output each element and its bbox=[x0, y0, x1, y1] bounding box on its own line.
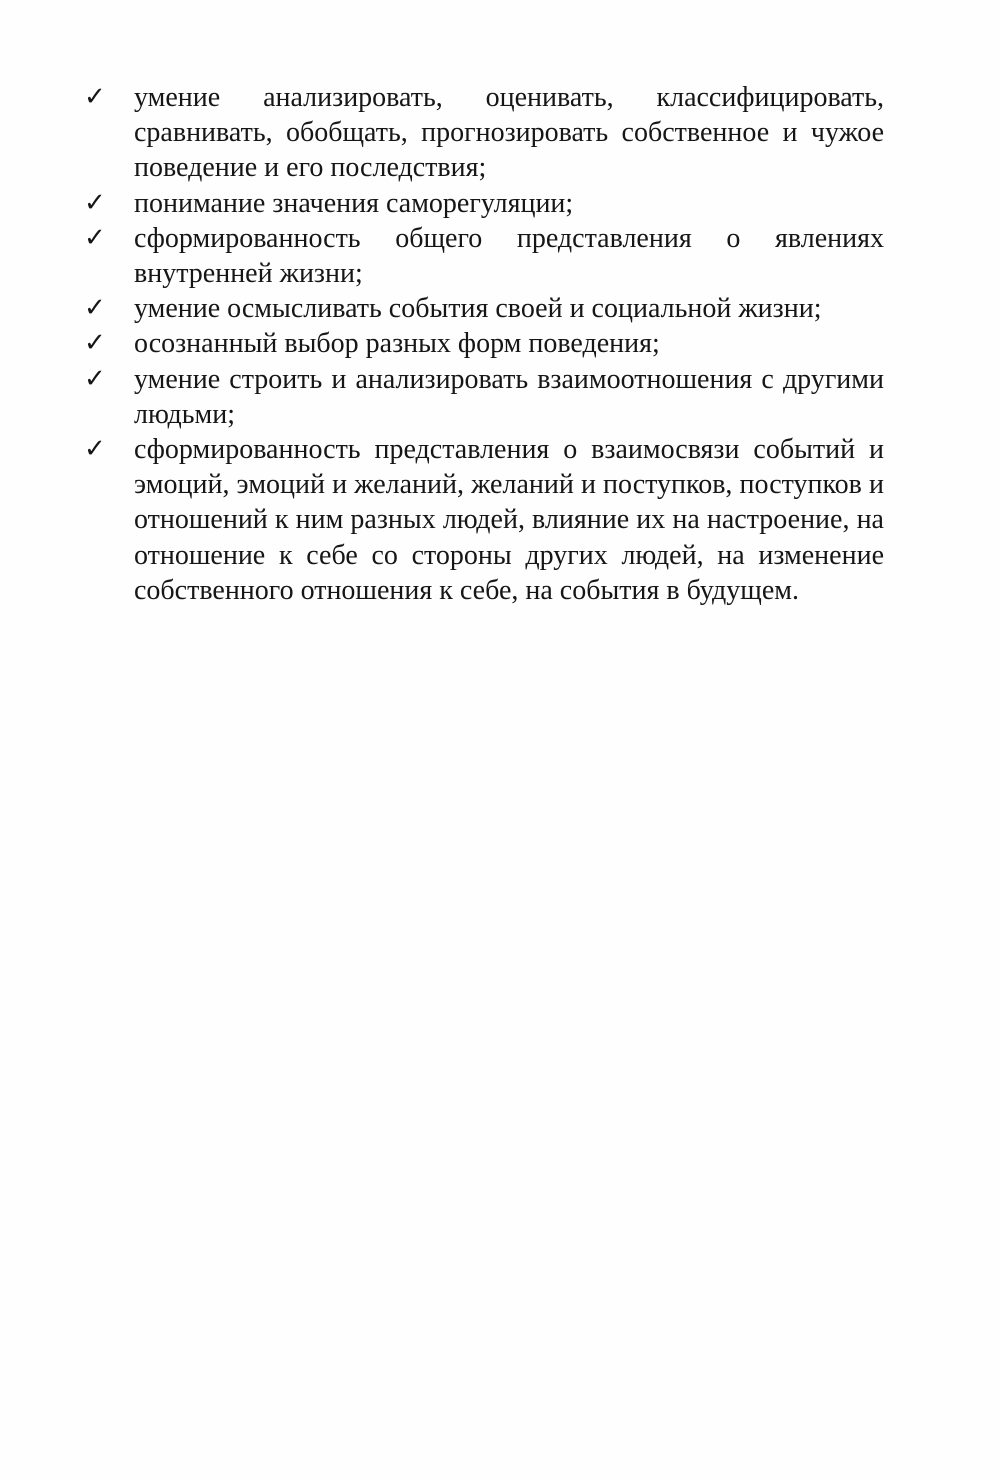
list-item-text: сформированность представления о взаимосвязи событий и эмоций, эмоций и желаний, желаний и поступков, поступков и отношений к ним разных людей, влияние их на настроение, на отношение к себе со стороны других людей, на изменение собственного отношения к себе, на события в будущем. bbox=[134, 434, 884, 606]
checklist bbox=[84, 80, 884, 608]
list-item-text: умение строить и анализировать взаимоотношения с другими людьми; bbox=[134, 363, 884, 430]
list-item bbox=[84, 221, 884, 291]
check-mark-icon: ✓ bbox=[84, 434, 106, 465]
list-item-text: осознанный выбор разных форм поведения; bbox=[134, 328, 660, 360]
check-mark-icon: ✓ bbox=[84, 222, 106, 253]
check-mark-icon: ✓ bbox=[84, 328, 106, 359]
check-mark-icon: ✓ bbox=[84, 363, 106, 394]
check-mark-icon: ✓ bbox=[84, 293, 106, 324]
check-mark-icon: ✓ bbox=[84, 82, 106, 112]
list-item-text: умение осмысливать события своей и социальной жизни; bbox=[134, 293, 822, 325]
list-item bbox=[84, 291, 884, 326]
check-mark-icon: ✓ bbox=[84, 187, 106, 218]
list-item bbox=[84, 80, 884, 186]
list-item bbox=[84, 432, 884, 608]
list-item-text: понимание значения саморегуляции; bbox=[134, 187, 574, 219]
list-item-text: умение анализировать, оценивать, классифицировать, сравнивать, обобщать, прогнозировать собственное и чужое поведение и его последствия; bbox=[134, 82, 884, 184]
list-item bbox=[84, 362, 884, 432]
list-item bbox=[84, 186, 884, 221]
list-item-text: сформированность общего представления о явлениях внутренней жизни; bbox=[134, 222, 884, 290]
list-item bbox=[84, 326, 884, 361]
